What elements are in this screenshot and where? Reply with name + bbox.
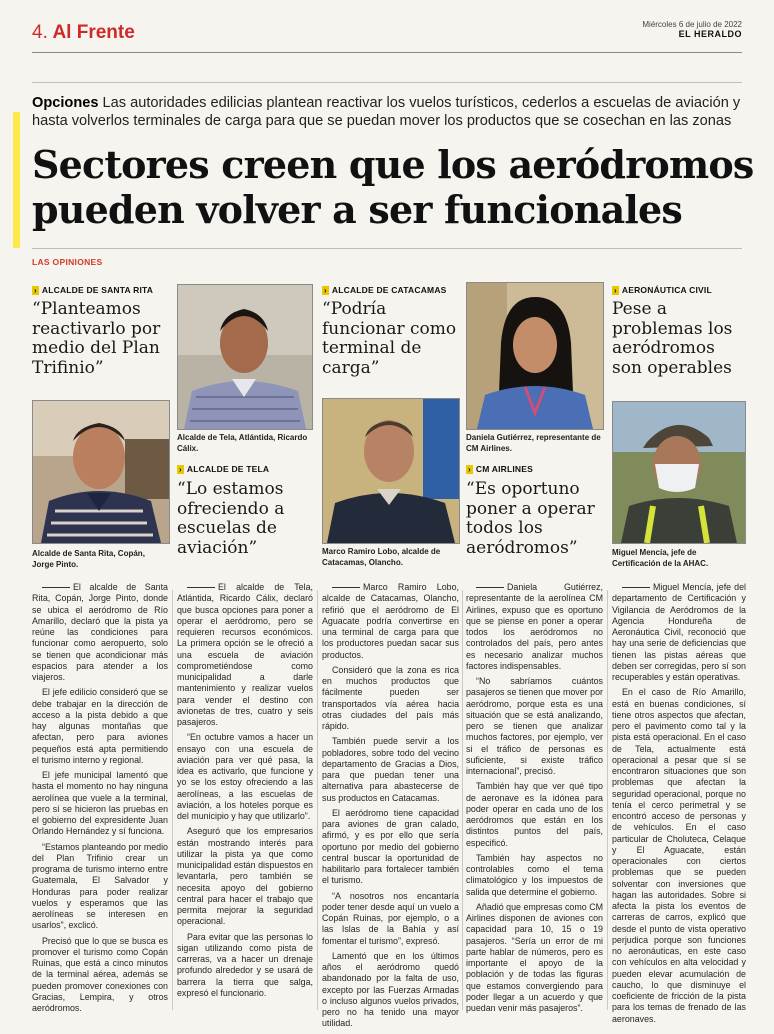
caption-santa-rita: Alcalde de Santa Rita, Copán, Jorge Pinto.: [32, 549, 145, 569]
quote-aeronautica-civil: Pese a problemas los aeródromos son operables: [612, 299, 733, 378]
body-column-2: [177, 582, 313, 1003]
body-column-5: [612, 582, 746, 1029]
quote-cm-airlines: “Es oportuno poner a operar todos los aeródromos”: [466, 479, 595, 558]
paragraph: El aeródromo tiene capacidad para aviones de gran calado, afirmó, y es por ello que sería oportuno por medio del gobierno central buscar la oportunidad de habilitarlo para fortalecer también el turismo.: [322, 807, 459, 886]
paragraph: El jefe municipal lamentó que hasta el momento no hay ninguna aerolínea que vuele a la terminal, pero sí se hicieron las pruebas en el gobierno del expresidente Juan Orlando Hernández y sí funciona.: [32, 770, 168, 837]
column-divider: [607, 590, 608, 1010]
section-title: Al Frente: [52, 22, 135, 43]
paragraph: También hay que ver qué tipo de aeronave es la idónea para poder operar en cada uno de los aeródromos que están en los distintos puntos del país, especificó.: [466, 781, 603, 848]
caption-cm-airlines: Daniela Gutiérrez, representante de CM Airlines.: [466, 433, 601, 453]
paragraph: Añadió que empresas como CM Airlines disponen de aviones con capacidad para 10, 15 o 19 pasajeros. “Sería un error de mi parte hablar de números, pero es importante el apoyo de la población y de todas las figuras que estamos convergiendo para poder llegar a un acuerdo y que puedan venir más pasajeros”.: [466, 901, 603, 1013]
headline-line-2: pueden volver a ser funcionales: [32, 187, 682, 232]
column-divider: [462, 590, 463, 1010]
opinions-label: LAS OPINIONES: [32, 257, 103, 267]
body-column-4: [466, 582, 603, 1018]
tag-santa-rita: › ALCALDE DE SANTA RITA: [34, 285, 154, 295]
paragraph: Precisó que lo que se busca es promover el turismo como Copán Ruinas, que está a cinco minutos de la terminal aérea, además se pueden promover conexiones con Gracias, Lempira, y otros aeródromos.: [32, 935, 168, 1013]
paragraph: Consideró que la zona es rica en muchos productos que fácilmente pueden ser transportados vía aérea hacia otras ciudades del país más rápido.: [322, 664, 459, 731]
quote-catacamas: “Podría funcionar como terminal de carga”: [322, 299, 457, 378]
page-number: 4.: [32, 22, 48, 43]
paragraph: Para evitar que las personas lo sigan utilizando como pista de carreras, va a hacer un drenaje profundo alrededor y se usará de barrera la tierra que salga, expresó el funcionario.: [177, 931, 313, 998]
tag-catacamas: › ALCALDE DE CATACAMAS: [324, 285, 447, 295]
photo-jorge-pinto: [32, 400, 170, 544]
publication-date: Miércoles 6 de julio de 2022: [642, 20, 742, 29]
header-rule: [32, 52, 742, 53]
tag-cm-airlines: › CM AIRLINES: [468, 464, 534, 474]
body-column-3: [322, 582, 459, 1034]
paragraph: “En octubre vamos a hacer un ensayo con una escuela de aviación para ver qué pasa, la idea es activarlo, que funcione y yo se los estoy ofreciendo a las aerolíneas, a las escuelas de aviación, a los hoteles porque es del municipio y hay que utilizarlo”.: [177, 732, 313, 821]
highlighter-mark: [13, 112, 20, 248]
photo-ricardo-calix: [177, 284, 313, 430]
photo-marco-lobo: [322, 398, 460, 544]
newspaper-brand: EL HERALDO: [678, 29, 742, 39]
paragraph: También puede servir a los pobladores, sobre todo del vecino departamento de Gracias a Dios, para que puedan tener una alternativa para abastecerse de sus productos en Catacamas.: [322, 736, 459, 803]
standfirst-kicker: Opciones: [32, 95, 99, 111]
paragraph: “A nosotros nos encantaría poder tener desde aquí un vuelo a Copán Ruinas, por ejemplo, o a las Islas de la Bahía y así fomentar el turismo”, expresó.: [322, 890, 459, 946]
paragraph: También hay aspectos no controlables como el tema climatológico y los impuestos de salida que determine el gobierno.: [466, 852, 603, 897]
portrait-man-mask-icon: [613, 402, 745, 543]
portrait-man-icon: [33, 401, 169, 543]
paragraph: Marco Ramiro Lobo, alcalde de Catacamas, Olancho, refirió que el aeródromo de El Aguacate podría convertirse en una terminal de carga para que los productores puedan sacar sus productos.: [322, 582, 459, 660]
tag-tela: › ALCALDE DE TELA: [179, 464, 270, 474]
quote-tela: “Lo estamos ofreciendo a escuelas de aviación”: [177, 479, 285, 558]
standfirst: [32, 94, 744, 130]
caption-aeronautica-civil: Miguel Mencía, jefe de Certificación de la AHAC.: [612, 548, 709, 568]
body-column-1: [32, 582, 168, 1018]
photo-daniela-gutierrez: [466, 282, 604, 430]
paragraph: Miguel Mencía, jefe del departamento de Certificación y Vigilancia de Aeródromos de la Agencia Hondureña de Aeronáutica Civil, reconoció que hay una serie de deficiencias que tienen las pistas aéreas que deben ser corregidas, pero sí son recuperables y están operativas.: [612, 582, 746, 682]
chevron-icon: ›: [468, 465, 471, 474]
paragraph: El alcalde de Tela, Atlántida, Ricardo Cálix, declaró que busca opciones para poner a operar el aeródromo, pero se requieren recursos económicos. La primera opción se le ofreció a una escuela de aviación comprometiéndose como municipalidad a darle mantenimiento y realizar vuelos para vender el destino con avionetas de tres, cuatro y seis pasajeros.: [177, 582, 313, 727]
column-divider: [172, 590, 173, 1010]
headline: [32, 142, 762, 232]
standfirst-rule: [32, 82, 742, 83]
paragraph: El alcalde de Santa Rita, Copán, Jorge Pinto, donde se ubica el aeródromo de Río Amarillo, declaró que la pista ya reúne las condiciones para funcionar como aeropuerto, solo se tienen que acondicionar más espacios para atender a los viajeros.: [32, 582, 168, 682]
chevron-icon: ›: [34, 286, 37, 295]
column-divider: [317, 590, 318, 1010]
portrait-man-icon: [323, 399, 459, 543]
paragraph: Lamentó que en los últimos años el aeródromo quedó abandonado por la falta de uso, excepto por las Fuerzas Armadas o incluso algunos vuelos privados, pero no ha tenido una mayor utilidad.: [322, 950, 459, 1029]
paragraph: Aseguró que los empresarios están mostrando interés para utilizar la pista ya que como municipalidad están dispuestos en levantarla, pero también se necesita apoyo del gobierno central para hacer el trabajo que permita mejorar la seguridad operacional.: [177, 826, 313, 927]
portrait-man-icon: [178, 285, 312, 429]
chevron-icon: ›: [324, 286, 327, 295]
dateline: [642, 20, 742, 39]
caption-catacamas: Marco Ramiro Lobo, alcalde de Catacamas, Olancho.: [322, 547, 441, 567]
chevron-icon: ›: [614, 286, 617, 295]
page-header: [32, 22, 135, 44]
tag-aeronautica-civil: › AERONÁUTICA CIVIL: [614, 285, 712, 295]
paragraph: Daniela Gutiérrez, representante de la aerolínea CM Airlines, expuso que es oportuno que se piense en poner a operar todos los aeródromos no controlados del país, pero antes es necesario analizar muchos factores indispensables.: [466, 582, 603, 671]
paragraph: En el caso de Río Amarillo, está en buenas condiciones, sí tiene otros aspectos que afectan, pero el pavimento como tal y la pista está operacional. En el caso de Tela, actualmente está operacional a pesar que sí se encontraron situaciones que son problemas que afectan la seguridad operacional, porque no tenía el cerco perimetral y se encontró acceso de personas y de vehículos. En el caso particular de Choluteca, Celaque y El Aguacate, están operacionales con ciertos problemas que se pueden solventar con inversiones que hagan las autoridades. Sobre si afecta la pista los eventos de carreras de carros, explicó que desde el punto de vista operativo perjudica porque son funciones no aeronáuticas, en este caso con vehículos en alta velocidad y pueden elevar acumulación de caucho, lo que disminuye el coeficiente de fricción de la pista para los temas de frenado de las aeronaves.: [612, 687, 746, 1024]
caption-tela: Alcalde de Tela, Atlántida, Ricardo Cálix.: [177, 433, 308, 453]
quote-santa-rita: “Planteamos reactivarlo por medio del Plan Trifinio”: [32, 299, 161, 378]
portrait-woman-icon: [467, 283, 603, 429]
headline-line-1: Sectores creen que los aeródromos: [32, 142, 754, 187]
paragraph: El jefe edilicio consideró que se debe trabajar en la dirección de acceso a la pista debido a que hay algunas montañas que afectan, pero para aviones pequeños está apta permitiendo el turismo interno y regional.: [32, 687, 168, 765]
standfirst-text: Las autoridades edilicias plantean reactivar los vuelos turísticos, cederlos a escuelas de aviación y hasta volverlos terminales de carga para que se puedan mover los productos que se cosechan en las zonas: [32, 95, 741, 129]
paragraph: “No sabríamos cuántos pasajeros se tienen que mover por aeródromo, porque esta es una situación que se está analizando, pero se tienen que analizar muchos factores, por ejemplo, ver si el tráfico de personas es suficiente, si existe tráfico internacional”, precisó.: [466, 676, 603, 776]
chevron-icon: ›: [179, 465, 182, 474]
headline-rule: [32, 248, 742, 249]
photo-miguel-mencia: [612, 401, 746, 544]
paragraph: “Estamos planteando por medio del Plan Trifinio crear un programa de turismo interno entre Guatemala, El Salvador y Honduras para poder realizar vuelos y esperamos que las aerolíneas se interesen en usarlos”, exclicó.: [32, 841, 168, 931]
